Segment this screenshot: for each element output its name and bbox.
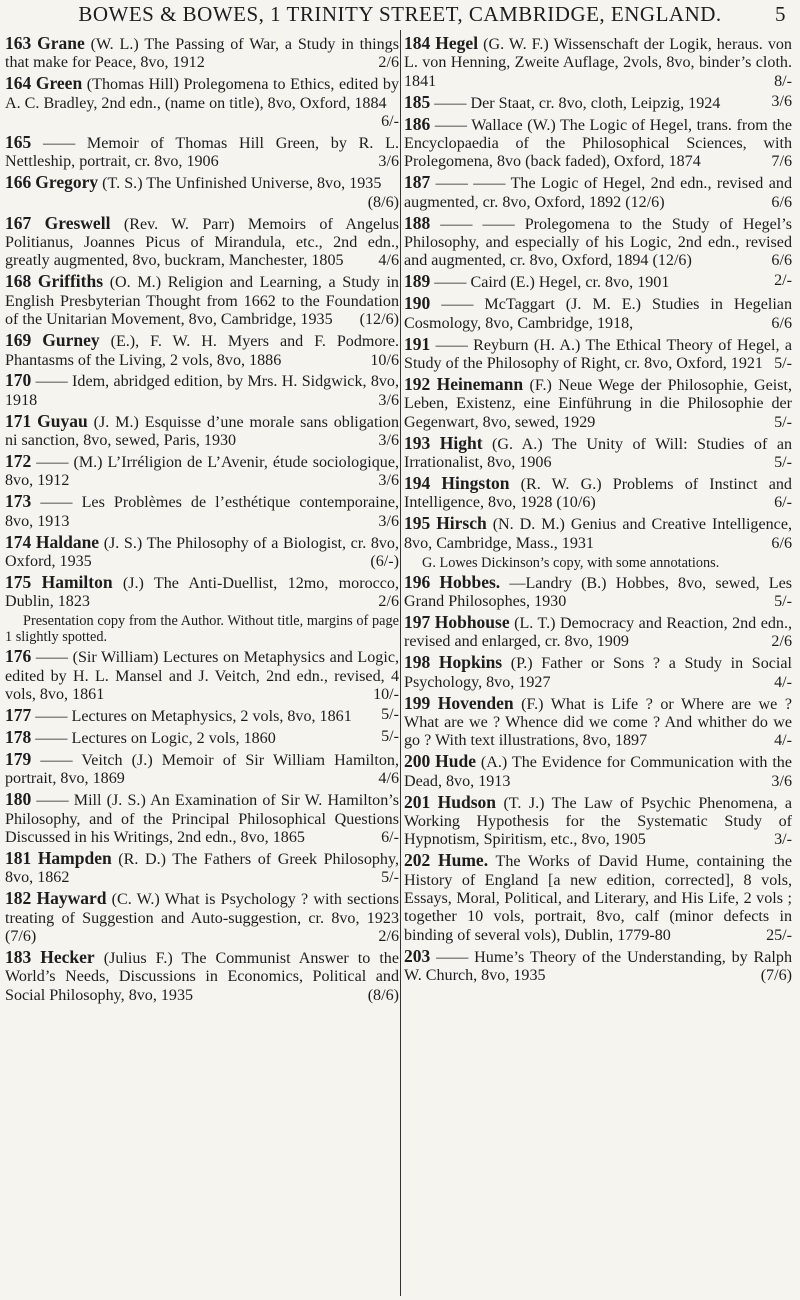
entry-heading: Hampden <box>37 847 112 868</box>
entry-number: 187 <box>404 172 431 193</box>
entry-number: 196 <box>404 571 431 592</box>
entry-description: (R. W. G.) Problems of Instinct and Intelligence, 8vo, 1928 (10/6) <box>404 475 792 512</box>
entry-number: 172 <box>5 451 32 472</box>
entry-price: 6/- <box>381 113 399 131</box>
entry-description: (G. W. F.) Wissenschaft der Logik, heraus. von L. von Henning, Zweite Auflage, 2vols, 8vo, binder’s cloth. 1841 <box>404 36 792 90</box>
entry-description: (J. M.) Esquisse d’une morale sans obligation ni sanction, 8vo, sewed, Paris, 1930 <box>5 413 399 450</box>
entry-heading: Gurney <box>42 330 100 351</box>
entry-price: 4/6 <box>378 770 399 788</box>
entry-note: G. Lowes Dickinson’s copy, with some annotations. <box>422 554 720 571</box>
entry-price: 6/- <box>381 828 399 846</box>
entry-description: (F.) What is Life ? or Where are we ? What are we ? Whence did we come ? And whither do we go ? With text illustrations, 8vo, 1897 <box>404 695 792 750</box>
entry-heading: Green <box>35 73 83 94</box>
entry-number: 177 <box>5 705 32 725</box>
entry-price: 8/- <box>774 72 792 90</box>
entry-price: 3/6 <box>771 92 792 110</box>
entry-price: 3/6 <box>378 391 399 409</box>
catalogue-entry <box>5 133 399 172</box>
entry-description: —— —— Prolegomena to the Study of Hegel’s Philosophy, and especially of his Logic, 2nd edn., revised and augmented, cr. 8vo, Oxford, 1894 (12/6) <box>404 215 793 270</box>
entry-description: (E.), F. W. H. Myers and F. Podmore. Phantasms of the Living, 2 vols, 8vo, 1886 <box>5 333 399 369</box>
catalogue-entry <box>5 371 399 410</box>
entry-description: (T. S.) The Unfinished Universe, 8vo, 1935 <box>102 175 382 193</box>
catalogue-entry <box>404 474 792 513</box>
catalogue-entry <box>5 412 399 451</box>
entry-description: (Thomas Hill) Prolegomena to Ethics, edited by A. C. Bradley, 2nd edn., (name on title), 8vo, Oxford, 1884 <box>5 76 399 112</box>
entry-number: 171 <box>5 410 32 431</box>
entry-price: 3/6 <box>378 512 399 530</box>
entry-description: —— Memoir of Thomas Hill Green, by R. L. Nettleship, portrait, cr. 8vo, 1906 <box>5 135 399 171</box>
entry-description: —— (Sir William) Lectures on Metaphysics and Logic, edited by H. L. Mansel and J. Veitch, 2nd edn., revised, 4 vols, 8vo, 1861 <box>5 649 399 704</box>
entry-number: 200 <box>404 751 431 772</box>
entry-number: 183 <box>5 946 32 967</box>
running-title: BOWES & BOWES, 1 TRINITY STREET, CAMBRIDGE, ENGLAND. <box>78 2 722 26</box>
catalogue-entry <box>404 335 792 374</box>
column-divider <box>400 30 401 1296</box>
catalogue-entry <box>5 647 399 704</box>
entry-heading: Hovenden <box>437 692 514 713</box>
entry-price: (12/6) <box>359 311 399 329</box>
entry-price: 6/6 <box>771 252 792 270</box>
catalogue-entry <box>5 34 399 73</box>
entry-heading: Heinemann <box>436 373 524 394</box>
entry-heading: Hecker <box>40 946 95 967</box>
catalogue-entry <box>404 793 792 850</box>
right-column <box>404 34 792 987</box>
entry-number: 168 <box>5 271 32 292</box>
entry-price: 2/6 <box>378 593 399 611</box>
catalogue-entry <box>404 514 792 553</box>
running-header <box>0 2 800 28</box>
entry-price: 3/6 <box>378 153 399 171</box>
entry-price: 2/6 <box>378 54 399 72</box>
entry-price: 5/- <box>381 869 399 887</box>
catalogue-entry <box>404 613 792 652</box>
catalogue-entry <box>404 115 792 172</box>
entry-number: 184 <box>404 33 431 53</box>
catalogue-entry <box>5 706 399 726</box>
catalogue-entry <box>404 34 792 91</box>
entry-number: 185 <box>404 91 431 112</box>
entry-description: (Julius F.) The Communist Answer to the World’s Needs, Discussions in Economics, Political and Social Philosophy, 8vo, 1935 <box>5 949 400 1004</box>
entry-heading: Hirsch <box>436 513 487 534</box>
catalogue-entry <box>404 573 792 612</box>
entry-description: —— Idem, abridged edition, by Mrs. H. Sidgwick, 8vo, 1918 <box>5 373 399 409</box>
entry-description: (P.) Father or Sons ? a Study in Social Psychology, 8vo, 1927 <box>404 655 792 691</box>
entry-description: —— Lectures on Logic, 2 vols, 1860 <box>35 729 276 747</box>
entry-number: 166 <box>5 172 32 193</box>
catalogue-entry <box>5 728 399 748</box>
entry-price: (8/6) <box>367 193 399 211</box>
entry-number: 176 <box>5 646 32 667</box>
entry-note: Presentation copy from the Author. Without title, margins of page 1 slightly spotted. <box>5 613 399 646</box>
catalogue-entry <box>5 173 399 212</box>
entry-description: (Rev. W. Parr) Memoirs of Angelus Politianus, Joannes Picus of Mirandula, etc., 2nd edn., greatly augmented, 8vo, buckram, Manchester, 1805 <box>5 215 399 270</box>
catalogue-entry <box>5 790 399 847</box>
entry-price: 3/- <box>774 831 792 849</box>
entry-price: 5/- <box>774 454 792 472</box>
entry-number: 182 <box>5 888 32 909</box>
entry-price: 6/6 <box>771 314 792 332</box>
entry-description: (N. D. M.) Genius and Creative Intelligence, 8vo, Cambridge, Mass., 1931 <box>404 516 792 552</box>
catalogue-entry <box>404 294 792 333</box>
entry-heading: Hight <box>439 432 483 453</box>
catalogue-entry <box>5 750 399 789</box>
entry-number: 175 <box>5 571 32 592</box>
entry-heading: Hingston <box>441 472 510 493</box>
entry-price: 5/- <box>381 706 399 723</box>
entry-number: 194 <box>404 472 431 493</box>
entry-price: 7/6 <box>771 153 792 171</box>
entry-heading: Hume. <box>438 850 489 871</box>
catalogue-entry <box>5 492 399 531</box>
entry-price: 6/- <box>774 494 792 512</box>
entry-heading: Guyau <box>37 410 88 431</box>
entry-price: 3/6 <box>378 432 399 450</box>
entry-heading: Hobhouse <box>434 611 510 632</box>
entry-description: —— Hume’s Theory of the Understanding, by Ralph W. Church, 8vo, 1935 <box>404 948 792 985</box>
entry-description: —— Wallace (W.) The Logic of Hegel, trans. from the Encyclopaedia of the Philosophical Sciences, with Prolegomena, 8vo (back faded), Oxford, 1874 <box>404 116 792 171</box>
catalogue-entry <box>5 573 399 612</box>
catalogue-entry <box>5 849 399 888</box>
entry-number: 180 <box>5 789 32 810</box>
entry-description: (J.) The Anti-Duellist, 12mo, morocco, Dublin, 1823 <box>5 574 399 611</box>
catalogue-entry <box>404 434 792 473</box>
entry-description: —— Caird (E.) Hegel, cr. 8vo, 1901 <box>434 274 670 292</box>
entry-heading: Gregory <box>35 172 99 193</box>
catalogue-entry <box>5 452 399 491</box>
entry-description: —— Veitch (J.) Memoir of Sir William Hamilton, portrait, 8vo, 1869 <box>5 751 399 788</box>
catalogue-entry <box>404 375 792 432</box>
entry-number: 186 <box>404 113 431 134</box>
catalogue-entry <box>404 694 792 751</box>
entry-description: (L. T.) Democracy and Reaction, 2nd edn., revised and enlarged, cr. 8vo, 1909 <box>404 614 792 651</box>
entry-description: (R. D.) The Fathers of Greek Philosophy, 8vo, 1862 <box>5 850 399 887</box>
entry-number: 189 <box>404 271 431 292</box>
entry-number: 202 <box>404 850 431 871</box>
entry-number: 164 <box>5 73 32 94</box>
entry-price: (7/6) <box>760 967 792 985</box>
entry-price: 4/- <box>774 732 792 750</box>
catalogue-entry <box>5 948 399 1005</box>
entry-description: —— (M.) L’Irréligion de L’Avenir, étude sociologique, 8vo, 1912 <box>5 454 400 490</box>
entry-number: 179 <box>5 748 32 769</box>
entry-description: —— Der Staat, cr. 8vo, cloth, Leipzig, 1924 <box>434 94 721 112</box>
entry-number: 203 <box>404 945 431 966</box>
catalogue-entry <box>404 653 792 692</box>
entry-price: 25/- <box>766 926 792 944</box>
entry-description: (C. W.) What is Psychology ? with sections treating of Suggestion and Auto-suggestion, cr. 8vo, 1923 (7/6) <box>5 891 399 945</box>
entry-number: 188 <box>404 212 431 233</box>
entry-price: 10/6 <box>370 351 399 369</box>
entry-price: 3/6 <box>378 472 399 490</box>
page-number: 5 <box>775 2 786 26</box>
entry-price: 2/6 <box>771 633 792 651</box>
entry-price: 4/6 <box>378 252 399 270</box>
entry-number: 181 <box>5 847 32 868</box>
entry-heading: Hayward <box>36 888 107 909</box>
entry-description: (F.) Neue Wege der Philosophie, Geist, Leben, Existenz, eine Einführung in die Philosophie der Gegenwart, 8vo, sewed, 1929 <box>404 376 793 431</box>
entry-price: (8/6) <box>367 986 399 1004</box>
entry-description: —— McTaggart (J. M. E.) Studies in Hegelian Cosmology, 8vo, Cambridge, 1918, <box>404 296 792 332</box>
entry-description: —Landry (B.) Hobbes, 8vo, sewed, Les Grand Philosophes, 1930 <box>404 574 792 610</box>
entry-description: —— Lectures on Metaphysics, 2 vols, 8vo, 1861 <box>35 708 352 725</box>
entry-number: 167 <box>5 212 32 233</box>
catalogue-entry <box>404 851 792 945</box>
entry-price: 5/- <box>774 592 792 610</box>
entry-number: 201 <box>404 791 431 812</box>
catalogue-entry <box>404 272 792 292</box>
entry-number: 197 <box>404 611 431 632</box>
entry-number: 174 <box>5 531 32 552</box>
entry-heading: Haldane <box>35 531 100 552</box>
entry-price: 5/- <box>774 355 792 372</box>
entry-heading: Hamilton <box>41 571 113 592</box>
catalogue-entry <box>404 752 792 791</box>
entry-number: 170 <box>5 370 32 391</box>
entry-description: —— Mill (J. S.) An Examination of Sir W. Hamilton’s Philosophy, and of the Principal Philosophical Questions Discussed in his Writings, 2nd edn., 8vo, 1865 <box>5 792 399 846</box>
entry-number: 199 <box>404 692 431 713</box>
entry-price: 2/6 <box>378 927 399 945</box>
entry-description: —— Reyburn (H. A.) The Ethical Theory of Hegel, a Study of the Philosophy of Right, cr. 8vo, Oxford, 1921 <box>404 336 792 372</box>
catalogue-entry <box>404 214 792 271</box>
entry-price: 5/- <box>774 413 792 431</box>
entry-heading: Hobbes. <box>439 571 501 592</box>
entry-number: 190 <box>404 293 431 314</box>
entry-description: (G. A.) The Unity of Will: Studies of an Irrationalist, 8vo, 1906 <box>404 435 793 472</box>
catalogue-entry <box>5 74 399 131</box>
entry-price: 5/- <box>381 727 399 745</box>
catalogue-entry <box>5 331 399 370</box>
catalogue-entry <box>404 947 792 986</box>
entry-heading: Grane <box>37 33 85 53</box>
entry-price: 3/6 <box>771 772 792 790</box>
catalogue-entry <box>404 93 792 113</box>
entry-price: 4/- <box>774 673 792 691</box>
entry-number: 192 <box>404 373 431 394</box>
entry-number: 163 <box>5 33 32 53</box>
catalogue-entry <box>404 173 792 212</box>
entry-price: 6/6 <box>771 534 792 552</box>
catalogue-entry <box>5 214 399 271</box>
entry-number: 191 <box>404 333 431 354</box>
entry-number: 169 <box>5 330 32 351</box>
entry-heading: Hopkins <box>438 652 503 673</box>
entry-description: —— —— The Logic of Hegel, 2nd edn., revised and augmented, cr. 8vo, Oxford, 1892 (12/6) <box>404 175 792 211</box>
catalogue-entry <box>5 533 399 572</box>
entry-description: (A.) The Evidence for Communication with the Dead, 8vo, 1913 <box>404 754 793 790</box>
catalogue-entry <box>5 889 399 946</box>
entry-price: 2/- <box>774 272 792 290</box>
entry-number: 178 <box>5 726 32 747</box>
entry-description: The Works of David Hume, containing the History of England [a new edition, corrected], 8 vols, Essays, Moral, Political, and Literary, and His Life, 2 vols ; together 10 vols, portrait, 8vo, calf (minor defects in binding of several vols), Dublin, 1779-80 <box>404 853 792 944</box>
entry-description: (J. S.) The Philosophy of a Biologist, cr. 8vo, Oxford, 1935 <box>5 534 400 571</box>
entry-number: 198 <box>404 652 431 673</box>
entry-heading: Hegel <box>435 33 479 53</box>
entry-heading: Hude <box>435 751 477 772</box>
entry-description: —— Les Problèmes de l’esthétique contemporaine, 8vo, 1913 <box>5 494 399 530</box>
catalogue-entry <box>5 272 399 329</box>
entry-heading: Griffiths <box>37 271 104 292</box>
entry-price: 10/- <box>373 686 399 704</box>
entry-number: 173 <box>5 491 32 512</box>
entry-price: (6/-) <box>370 553 399 571</box>
entry-number: 195 <box>404 513 431 534</box>
entry-number: 193 <box>404 432 431 453</box>
entry-number: 165 <box>5 132 32 153</box>
entry-heading: Hudson <box>437 791 497 812</box>
entry-description: (T. J.) The Law of Psychic Phenomena, a Working Hypothesis for the Systematic Study of Hypnotism, Spiritism, etc., 8vo, 1905 <box>404 794 792 849</box>
entry-heading: Greswell <box>44 212 111 233</box>
entry-description: (O. M.) Religion and Learning, a Study in English Presbyterian Thought from 1662 to the Foundation of the Unitarian Movement, 8vo, Cambridge, 1935 <box>5 274 399 329</box>
left-column <box>5 34 399 1007</box>
entry-description: (W. L.) The Passing of War, a Study in things that make for Peace, 8vo, 1912 <box>5 36 399 72</box>
entry-price: 6/6 <box>771 193 792 211</box>
